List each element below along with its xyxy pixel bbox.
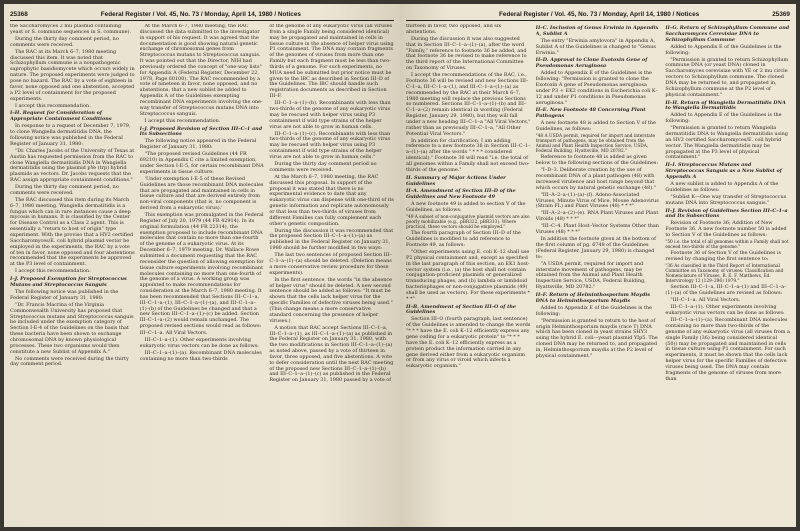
section-heading: II. Summary of Major Actions Under Guidelines (406, 174, 506, 187)
section-heading: II–J. Revision of Guidelines Section III–C–1–a and Its Subsections (665, 207, 788, 220)
paragraph: The fourth paragraph of Section III–D of the Guidelines is modified to add reference to Footnote 49, as follows: (406, 230, 521, 248)
paragraph: I accept this recommendation. (15, 268, 91, 275)
section-heading: II–B. Amendment of Section III–O of the Guidelines (406, 303, 517, 316)
paragraph: "III–C–1–a. All Viral Vectors. (670, 297, 741, 304)
paragraph: "A USDA permit, required for import and interstate movement of pathogens, may be obtained from the Animal and Plant Health Inspection Service, USDA, Federal Building, Hyattsville, MD 20782." (535, 260, 646, 291)
right-page (400, 4, 796, 527)
paragraph: "III–A–2–a–(1)–(a)–(f). Adeno-Associated Viruses, Minute Virus of Mice, Mouse Adenovirus (Strain FL) and Plant Viruses (48) * * *" (535, 191, 659, 210)
footnote-text: "48 A USDA permit, required for import and interstate transport of pathogens, may be obtained from the Animal and Plant Health Inspection Service, USDA, Federal Building, Hyattsville, MD 20782." (535, 134, 656, 155)
paragraph: The RAC discussed this item during its March 6–7, 1980 meeting. Wangiella dermatitidis is a fungus which can in rare instances cause a deep mycosis in humans. It is classified by the Center for Disease Control as a Class 2 agent. This is essentially a "return to host of origin" type experiment. With the proviso that a HV2 certified Saccharomyces/E. coli hybrid plasmid vector be employed in the experiments, the RAC by a vote of ten in favor, none opposed and four abstentions recommended that the experiments be approved at the P3 level of containment. (10, 196, 135, 268)
section-heading: II–I. Streptococcus Mutans and Streptococcus Sanguis as a New Sublist of Appendix A (665, 162, 782, 180)
paragraph: "Other experiments using E. coli K–12 shall use P2 physical containment and, except as specified in the last paragraph of this section, an EK1 host-vector system (i.e., (a) the host shall not contain conjugation-proficient plasmids or generalized transducing phages, and (b) lambda or lambdoid bacteriophages or non-conjugative plasmids (49) shall be used as vectors). For these experiments * * *" (406, 249, 530, 302)
paragraph: III–C–1–a–(1)–(b). Recombinants with less than two-thirds of the genome of any eukaryotic virus may be rescued with helper virus using P3 containment if wild type strains of the helper virus are not able to grow in human cells. (269, 100, 391, 130)
paragraph: A new footnote 48 is added to Section V of the Guidelines, as follows: (535, 120, 656, 133)
paragraph: Footnote 36 of Section V of the Guidelines is revised by changing the first sentence to: (665, 250, 781, 263)
paragraph: III–C–1–a–(1)–(a). Recombinant DNA molecules containing no more than two-thirds (139, 350, 262, 362)
paragraph: "I–D–3. Deliberate creation by the use of recombinant DNA of a plant pathogen (48) with increased virulence and host range beyond that which occurs by natural genetic exchange (48)." (535, 167, 656, 191)
paragraph: "Sublist K—One way transfer of Streptococcus mutans DNA into Streptococcus sanguis." (665, 193, 787, 206)
paragraph: I accept this recommendation. (144, 117, 221, 124)
right-page-header (406, 8, 790, 21)
footnote-text: "36 As classified in the Third Report of International Committee on Taxonomy of viruses: Classification and Nomenclature of Viruses, R. E. F. Matthews, Ed. Intervirology 12 (129–296) 1979." (665, 264, 784, 285)
paragraph: A motion that RAC accept Sections III–C–1–a, III–C–1–a–(1), as III–C–1–a–(1)–(a) as published in the Federal Register on January 31, 1980, with the two modifications in Section III–C–1–a–(1)–(a) as noted above, passed by a vote of thirteen in favor, three opposed, and five abstentions. A vote to defer consideration until the next RAC meeting of the proposed new Sections III–C–1–a–(1)–(b) and III–C–1–a–(1)–(c) as published in the Federal Register on January 31, 1980 passed by a vote of (269, 324, 394, 384)
left-page-columns (10, 24, 394, 521)
paragraph: The following notice appeared in the Federal Register of January 31, 1980: (139, 138, 257, 151)
paragraph: The entry "Erwinia amylovora" in Appendix A, Sublist A of the Guidelines is changed to "Genus Erwinia." (535, 37, 656, 56)
paragraph: Section III–C–1–a, III–C–1–a–(1) and III–C–1–a–(1)–(a) of the Guidelines are revised as follows: (665, 284, 787, 297)
text-column (140, 24, 265, 521)
paragraph: During the discussion it was also suggested that in Section III–C–1–a–(1)–(a), after the word "Family," reference to footnote 36 be added, and that footnote 36 be revised to make reference to the third report of the International Committee on Taxonomy of Viruses. (406, 35, 527, 72)
section-heading: I–J. Proposed Exemption for Streptococcus Mutans and Streptococcus Sanguis (10, 276, 127, 288)
text-column (406, 24, 531, 521)
running-head: Federal Register / Vol. 45, No. 73 / Monday, April 14, 1980 / Notices (100, 10, 301, 18)
paragraph: At the March 6–7, 1980 meeting, the RAC discussed this proposal. In support of the proposal it was stated that there is no experimental evidence to date that any eukaryotic virus can dispense with one-third of its genetic information and replicate autonomously or that less than two-thirds of viruses from different Families can fully complement each other's genetic composition. (269, 173, 394, 227)
paragraph: III–C–1–a–(1). Other experiments involving eukaryotic virus vectors can be done as follows: (139, 337, 259, 350)
page-number: 25369 (772, 10, 790, 18)
paragraph: I accept the recommendations of the RAC, i.e., Footnote 36 will be revised and new Sections III–C–1–a, III–C–1–a–(1), and III–C–1–a–(1)–(a) as recommended by the RAC at their March 6–7, 1980 meeting will replace the previous Sections so numbered. Sections III–C–1–a–(1)–(b) and III–C–1–a–(2) remain identical in wording (Federal Register, January 29, 1980), but they will fall under a new heading III–C–1–a "All Viral Vectors," rather than as previously III–C–1–a, "All Other Potential Viral Vectors." (406, 72, 531, 137)
paragraph: "III–C–4. Plant Host–Vector Systems Other than Viruses (48) * * *" (535, 223, 659, 236)
section-heading: I–H. Request for Consideration of Appropriate Containment Conditions (10, 110, 112, 123)
paragraph: Section III–O (fourth paragraph, last sentence) of the Guidelines is amended to change the words "* * * have the E. coli K–12 efficiently express any gene coding for a eukaryotic protein" to "* * * have the E. coli K–12 efficiently express as a protein product the information carried in any gene derived either from a eukaryotic organism or from any virus or viroid which infects a eukaryotic organism." (406, 316, 531, 370)
section-heading: II–D. Approval to Clone Exotoxin Gene of Pseudomonas Aeruginosa (535, 57, 648, 70)
paragraph: In the first sentence, the words "in the absence of helper virus" should be deleted. A new second sentence should be added as follows: "It must be shown that the cells lack helper virus for the specific Families of defective viruses being used." (This change means a more conservative standard concerning the presence of helper viruses.) (269, 276, 393, 324)
paragraph: During the discussion it was recommended that the proposed Section III–C–1–a–(1)–(a) as published in the Federal Register on January 31, 1980 should be further modified in two ways: (269, 227, 394, 252)
paragraph: A new sublist is added to Appendix A of the Guidelines as follows: (665, 181, 779, 193)
paragraph: I accept this recommendation. (15, 102, 91, 109)
document-spread (4, 4, 796, 527)
paragraph: "Permission is granted to return Wangiella dermatitidis DNA to Wangiella dermatitidis using an HV2 certified Saccharomyces/E. coli hybrid vector. The Wangiella dermatitidis may be propagated at the P3 level of physical containment." (665, 125, 788, 161)
page-number: 25368 (10, 10, 28, 18)
paragraph: "Dr. Francis Macrina of the Virginia Commonwealth University has proposed that Streptococcus mutans and Streptococcus sanguis be included under the exemption category of Section I-E-4 of the Guidelines on the basis that these bacteria have been shown to exchange chromosomal DNA by known physiological processes. These two organisms would then constitute a new Sublist of Appendix A." (10, 301, 134, 355)
paragraph: This exemption was promulgated in the Federal Register of July 20, 1979 (44 FR 42914). In its original formulation (44 FR 22314), the exemption proposed to include recombinant DNA molecules that contain no more than one-fourth of the genome of a eukaryotic virus. At its December 6–7, 1979 meeting, Dr. Wallace Rowe submitted a document requesting that the RAC reconsider the question of allowing exemption for tissue culture experiments involving recombinant molecules containing no more than one-fourth of the genome of a virus. A working group was appointed to make recommendations for consideration at the March 6–7, 1980 meeting. It has been recommended that Sections III–C–1–a, III–C–1–a–(1), III–C–1–a–(1)–(a), and III–C–1–a–(1)–(b) of the Guidelines be changed and that a new Section III–C–1–a–(1)–(c) be added. Section III–C–1–a–(2) would remain unchanged. The proposed revised sections would read as follows: (139, 212, 264, 330)
paragraph: "III–A–2–a–(2)–(e). RNA Plant Viruses and Plant Viroids (48) * * *" (535, 210, 659, 223)
paragraph: III–C–1–a–(1)–(a). Recombinant DNA molecules containing no more than two-thirds of the genome of any eukaryotic virus (all viruses from a single Family (36) being considered identical (50)) may be propagated and maintained in cells in tissue culture using P1 containment. For such experiments, it must be shown that the cells lack helper virus for the specific Families of defective viruses being used. The DNA may contain fragments of the genome of viruses from more than (665, 317, 790, 382)
section-heading: II–C. Inclusion of Genus Erwinia in Appendix A, Sublist A (535, 25, 659, 37)
paragraph: of the genome of any eukaryotic virus (all viruses from a single Family being considered identical) may be propagated and maintained in cells in tissue culture in the absence of helper virus using P1 containment. The DNA may contain fragments of the genomes of viruses from more than one Family but each fragment must be less than two-thirds of a genome. For such experiments, no MUA need be submitted but prior notice must be given to the IBC as described in Section III–D of the Guidelines. The IBC should handle such registration documents as described in Section III–F. (269, 24, 394, 100)
section-heading: II–F. Return of Helminthosporium Maydis DNA to Helminthosporium Maydis (535, 291, 650, 304)
running-head: Federal Register / Vol. 45, No. 73 / Monday, April 14, 1980 / Notices (499, 10, 700, 18)
footnote-text: "49 A subset of non-conjugative plasmid vectors are also poorly mobilizable (e.g., pBR322, pBR313). Where practical, these vectors should be employed." (406, 215, 530, 231)
paragraph: III–C–1–a. All Viral Vectors. (139, 330, 208, 337)
footnote-text: "50 i.e. the total of all genomes within a Family shall not exceed two-thirds of the genome." (665, 240, 789, 251)
paragraph: At the March 6–7, 1980 meeting, the RAC discussed the data submitted to the investigator in support of his request. It was agreed that the documentation is good showing natural genetic exchange of chromosomal genes from Streptococcus mutans to Streptococcus sanguis. It was pointed out that the Director, NIH had previously ordered the concept of "one-way lists" for Appendix A (Federal Register, December 22, 1978, Page 60100). The RAC recommended by a vote of nineteen in favor, none opposed, and no abstentions, that a new sublist be added to Appendix A of the Guidelines exempting recombinant DNA experiments involving the one-way transfer of Streptococcus mutans DNA into Streptococcus sanguis. (139, 24, 263, 117)
paragraph: "The proposed revised Guidelines (44 FR 69210) in Appendix C cite a limited exemption, under Section I-E-5, for certain recombinant DNA experiments in tissue culture: (139, 151, 264, 175)
right-page-columns (406, 24, 790, 521)
paragraph: In response to a request of December 7, 1979, to clone Wangiella dermatitidis DNA, the following notice was published in the Federal Register of January 31, 1980: (10, 123, 131, 147)
paragraph: Reference to footnote 48 is added as given below to the following sections of the Guidelines: (535, 154, 659, 167)
paragraph: III–C–1–a–(1)–(c). Recombinants with less than two-thirds of the genome of any eukaryotic virus may be rescued with helper virus using P3 containment if wild type strains of the helper virus are not able to grow in human cells." (269, 130, 391, 160)
left-page-header (10, 8, 394, 21)
paragraph: The following notice was published in the Federal Register of January 31, 1980: (10, 288, 119, 301)
paragraph: "Permission is granted to return Schizophyllum commune DNA (or yeast DNA) cloned in Saccharomyces cerevisiae with YE or 2 mu circle vectors to Schizophyllum commune. The cloned DNA may be returned to, and propagated in, Schizophyllum commune at the P2 level of physical containment." (665, 56, 789, 98)
section-heading: II–G. Return of Schizophyllum Commune and Saccharomyces Cerevisiae DNA to Schizophyllum Commune (665, 25, 790, 43)
text-column (10, 24, 135, 521)
paragraph: the Saccharomyces 2 mu plasmid containing yeast or S. commune sequences in S. commune). (10, 24, 132, 35)
paragraph: During the thirty day comment period, no comments were received. (10, 35, 119, 48)
paragraph: In addition for clarification, I am adding reference to a new footnote 36 in Section III–C–1–a–(1)–(a) after the words " * * * considered identical)." Footnote 36 will read "i.e. the total of all genomes within a Family shall not exceed two-thirds of the genome." (406, 137, 531, 173)
paragraph: III–C–1–a–(1). Other experiments involving eukaryotic virus vectors can be done as follows: (665, 304, 785, 317)
paragraph: Added to Appendix E of the Guidelines is the following: (535, 304, 652, 317)
paragraph: "Permission is granted to return to the host of origin Helminthosporium maydis (race T) DNA which has been cloned in yeast strains SHY3 using the hybrid E. coli—yeast plasmid YIp5. The cloned DNA may be returned to, and propagated in, Helminthosporium maydis at the P2 level of physical containment." (535, 317, 658, 359)
paragraph: No comments were received during the thirty day comment period. (10, 355, 129, 368)
paragraph: A new footnote 49 is added to section V of the Guidelines, as follows: (406, 201, 526, 214)
section-heading: II–H. Return of Wangiella Dermatitidis DNA to Wangiella Dermatitidis (665, 99, 786, 112)
paragraph: During the thirty day comment period no comments were received. (269, 160, 377, 173)
paragraph: Added to Appendix E of the Guidelines is the following: (665, 112, 782, 125)
paragraph: Added to Appendix E of the Guidelines is the following: "Permission is granted to clone the Exotoxin A gene of Pseudomonas aeruginosa under P3 + EK2 conditions in Escherichia coli K–12 and under P1 conditions in Pseudomonas aeruginosa." (535, 70, 659, 106)
paragraph: The last two sentences of proposed Section III–C–1–a–(1)–(a) should be deleted. (Deletion means a more conservative review procedure for these experiments). (269, 252, 392, 276)
paragraph: In addition the footnote given at the bottom of the first column of pg. 6748 of the Guidelines (Federal Register, January 29, 1980) is changed to: (535, 236, 656, 260)
section-heading: I–J. Proposed Revision of Section III–C–1 and Its Subsections (139, 125, 263, 138)
section-heading: II–E. New Footnote 48 Concerning Plant Pathogens (535, 107, 646, 120)
text-column (269, 24, 394, 521)
paragraph: The RAC at its March 6–7, 1980 meeting discussed this item. It was noted that Schizophyllum commune is a nonpathogenic saprophytic basidiomycete which occurs widely in nature. The proposed experiments were judged to pose no hazard. The RAC by a vote of eighteen in favor, none opposed and one abstention, accepted a P2 level of containment for the proposed experiments. (10, 48, 135, 102)
section-heading: II–A. Amendment of Section III–D of the Guidelines and New Footnote 49 (406, 188, 516, 201)
paragraph: thirteen in favor, two opposed, and six abstentions. (406, 24, 502, 35)
paragraph: Revision of Footnote 36; Addition of New Footnote 36. A new footnote number 50 is added to Section V of the Guidelines as follows: (665, 220, 787, 239)
left-page (4, 4, 400, 527)
text-column (665, 24, 790, 521)
paragraph: Added to Appendix E of the Guidelines is the following: (665, 43, 782, 56)
paragraph: During the thirty day comment period, no comments were received. (10, 184, 119, 196)
text-column (536, 24, 661, 521)
paragraph: "Dr. Charles Jacobs of the University of Texas at Austin has requested permission from the RAC to clone Wangiella dermatitidis DNA in Wangiella dermatitidis using the plasmid pYe (trp) hybrid plasmids as vectors. Dr. Jacobs requests that the RAC assign appropriate containment conditions." (10, 147, 135, 184)
paragraph: 'Under exemption I-E-5 of these Revised Guidelines are those recombinant DNA molecules that are propagated and maintained in cells in tissue culture and that are derived entirely from non-viral components (that is, no component is derived from a eukaryotic virus).' (139, 175, 264, 212)
